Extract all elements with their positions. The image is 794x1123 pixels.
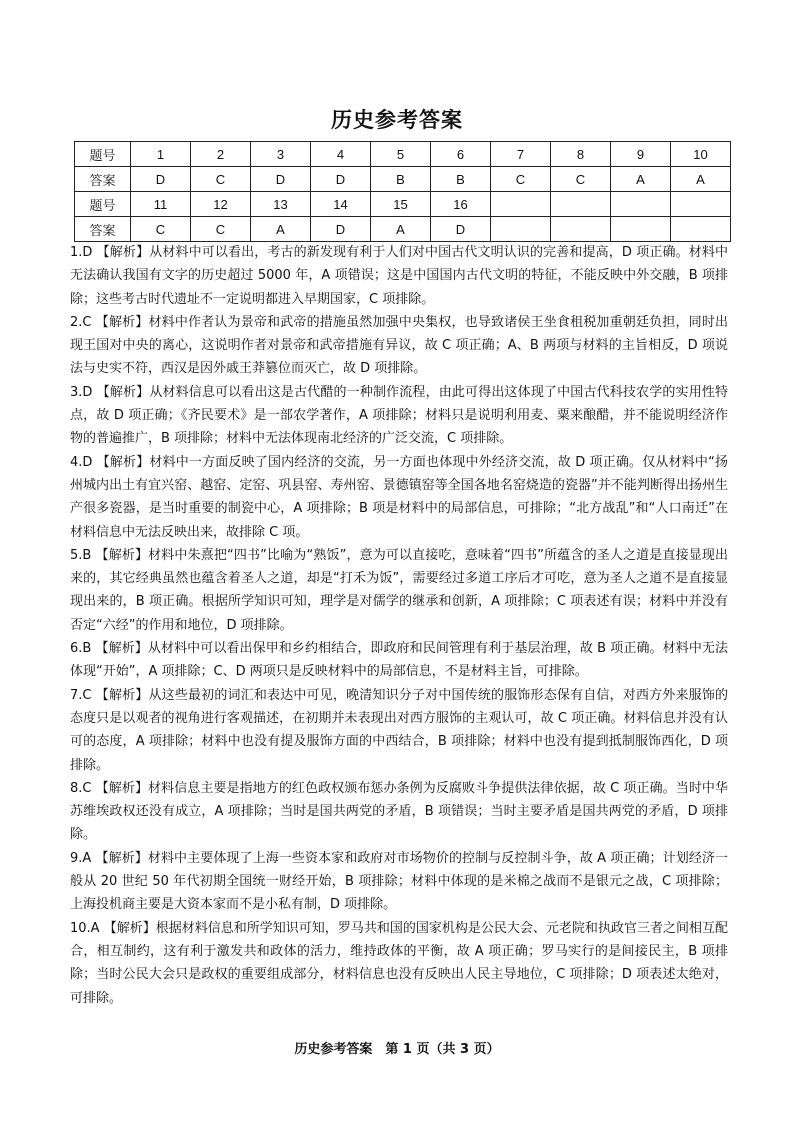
explanation-item: 4.D 【解析】材料中一方面反映了国内经济的交流，另一方面也体现中外经济交流，故 D 项正确。仅从材料中“扬州城内出土有宜兴窑、越窑、定窑、巩县窑、寿州窑、景德镇窑等全国各地名窑烧造的瓷器”并不能判断得出扬州生产很多瓷器，是当时重要的制瓷中心，A 项排除；B 项是材料中的局部信息，可排除；“北方战乱”和“人口南迁”在材料信息中无法反映出来，故排除 C 项。: [70, 454, 728, 540]
table-cell: 11: [131, 192, 191, 217]
table-cell: 13: [251, 192, 311, 217]
table-cell: B: [431, 167, 491, 192]
table-cell: 16: [431, 192, 491, 217]
table-cell: D: [311, 217, 371, 242]
table-cell: 7: [491, 142, 551, 167]
table-row-header: 题号: [75, 142, 131, 167]
table-row: [75, 142, 731, 167]
table-row-header: 答案: [75, 217, 131, 242]
answer-table: [74, 141, 731, 242]
table-cell: D: [311, 167, 371, 192]
table-cell: 14: [311, 192, 371, 217]
table-cell: C: [191, 167, 251, 192]
explanation-item: 8.C 【解析】材料信息主要是指地方的红色政权颁布惩办条例为反腐败斗争提供法律依据，故 C 项正确。当时中华苏维埃政权还没有成立，A 项排除；当时是国共两党的矛盾，B 项错误；当时主要矛盾是国共两党的矛盾，D 项排除。: [70, 780, 728, 843]
explanation-item: 5.B 【解析】材料中朱熹把“四书”比喻为“熟饭”，意为可以直接吃，意味着“四书”所蕴含的圣人之道是直接显现出来的，其它经典虽然也蕴含着圣人之道，却是“打禾为饭”，需要经过多道工序后才可吃，意为圣人之道不是直接显现出来的，B 项正确。根据所学知识可知，理学是对儒学的继承和创新，A 项排除；C 项表述有误；材料中并没有否定“六经”的作用和地位，D 项排除。: [70, 547, 728, 633]
table-cell: A: [671, 167, 731, 192]
table-cell: [551, 192, 611, 217]
page-footer: 历史参考答案 第 1 页（共 3 页）: [294, 1042, 500, 1057]
table-cell: [491, 217, 551, 242]
table-cell: 8: [551, 142, 611, 167]
table-cell: B: [371, 167, 431, 192]
table-cell: 3: [251, 142, 311, 167]
table-cell: 12: [191, 192, 251, 217]
table-cell: C: [131, 217, 191, 242]
table-cell: 6: [431, 142, 491, 167]
table-cell: C: [491, 167, 551, 192]
table-cell: A: [611, 167, 671, 192]
table-cell: [551, 217, 611, 242]
table-cell: 1: [131, 142, 191, 167]
explanation-item: 2.C 【解析】材料中作者认为景帝和武帝的措施虽然加强中央集权，也导致诸侯王坐食租税加重朝廷负担，同时出现王国对中央的离心，这说明作者对景帝和武帝措施有异议，故 C 项正确；A、B 两项与材料的主旨相反，D 项说法与史实不符，西汉是因外戚王莽篡位而灭亡，故 D 项排除。: [70, 314, 728, 377]
table-cell: D: [251, 167, 311, 192]
table-cell: 10: [671, 142, 731, 167]
explanation-item: 10.A 【解析】根据材料信息和所学知识可知，罗马共和国的国家机构是公民大会、元老院和执政官三者之间相互配合，相互制约，这有利于激发共和政体的活力，维持政体的平衡，故 A 项正确；罗马实行的是间接民主，B 项排除；当时公民大会只是政权的重要组成部分，材料信息也没有反映出人民主导地位，C 项排除；D 项表述太绝对，可排除。: [70, 920, 728, 1006]
table-row-header: 答案: [75, 167, 131, 192]
table-cell: C: [551, 167, 611, 192]
table-cell: 15: [371, 192, 431, 217]
table-cell: 5: [371, 142, 431, 167]
table-row: [75, 167, 731, 192]
table-cell: 2: [191, 142, 251, 167]
table-cell: D: [431, 217, 491, 242]
table-cell: 4: [311, 142, 371, 167]
table-cell: A: [371, 217, 431, 242]
table-cell: D: [131, 167, 191, 192]
table-cell: [611, 192, 671, 217]
table-row: [75, 217, 731, 242]
table-row-header: 题号: [75, 192, 131, 217]
table-row: [75, 192, 731, 217]
explanations: [70, 241, 728, 1010]
explanation-item: 1.D 【解析】从材料中可以看出，考古的新发现有利于人们对中国古代文明认识的完善和提高，D 项正确。材料中无法确认我国有文字的历史超过 5000 年，A 项错误；这是中国国内古代文明的特征，不能反映中外交融，B 项排除；这些考古时代遗址不一定说明都进入早期国家，C 项排除。: [70, 245, 728, 307]
table-cell: C: [191, 217, 251, 242]
table-cell: [671, 217, 731, 242]
table-cell: A: [251, 217, 311, 242]
table-cell: [491, 192, 551, 217]
explanation-item: 7.C 【解析】从这些最初的词汇和表达中可见，晚清知识分子对中国传统的服饰形态保有自信，对西方外来服饰的态度只是以观者的视角进行客观描述，在初期并未表现出对西方服饰的主观认可，故 C 项正确。材料信息并没有认可的态度，A 项排除；材料中也没有提及服饰方面的中西结合，B 项排除；材料中也没有提到抵制服饰西化，D 项排除。: [70, 687, 728, 773]
table-cell: [671, 192, 731, 217]
table-cell: 9: [611, 142, 671, 167]
explanation-item: 6.B 【解析】从材料中可以看出保甲和乡约相结合，即政府和民间管理有利于基层治理，故 B 项正确。材料中无法体现“开始”，A 项排除；C、D 两项只是反映材料中的局部信息，不是材料主旨，可排除。: [70, 641, 728, 680]
table-cell: [611, 217, 671, 242]
explanation-item: 9.A 【解析】材料中主要体现了上海一些资本家和政府对市场物价的控制与反控制斗争，故 A 项正确；计划经济一般从 20 世纪 50 年代初期全国统一财经开始，B 项排除；材料中体现的是米棉之战而不是银元之战，C 项排除；上海投机商主要是大资本家而不是小私有制，D 项排除。: [70, 850, 728, 913]
page-title: 历史参考答案: [331, 108, 463, 132]
explanation-item: 3.D 【解析】从材料信息可以看出这是古代醋的一种制作流程，由此可得出这体现了中国古代科技农学的实用性特点，故 D 项正确；《齐民要术》是一部农学著作，A 项排除；材料只是说明利用麦、粟来酿醋，并不能说明经济作物的普遍推广，B 项排除；材料中无法体现南北经济的广泛交流，C 项排除。: [70, 384, 728, 447]
